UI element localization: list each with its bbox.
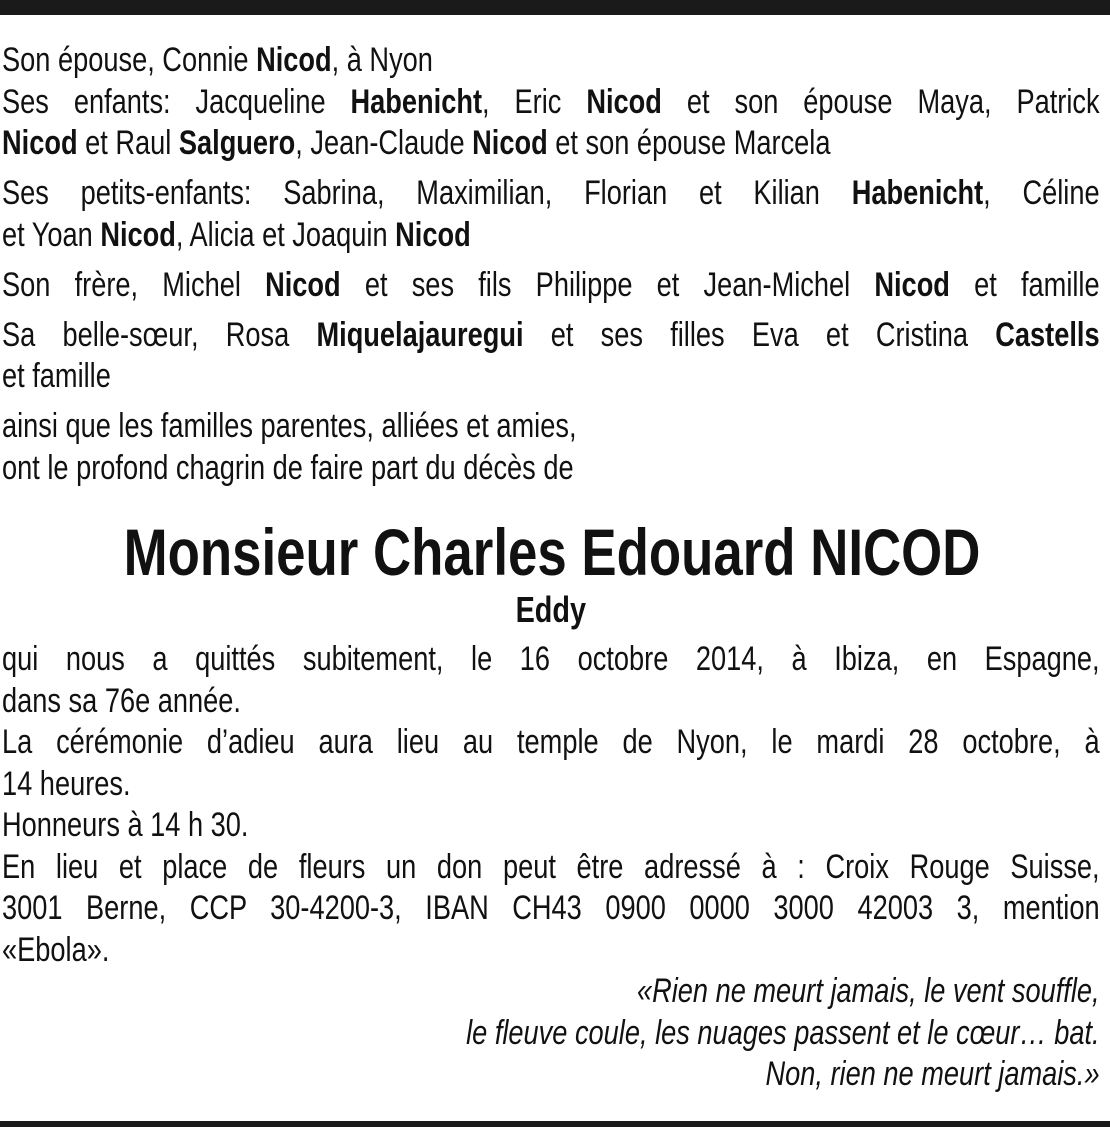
text-segment: , Alicia et Joaquin — [175, 215, 396, 254]
obituary-notice — [2, 40, 1100, 1096]
text-segment: 3001 Berne, CCP 30-4200-3, IBAN CH43 0900 0000 3000 42003 3, mention — [2, 889, 1100, 927]
paragraph-gap — [2, 398, 1100, 407]
text-line — [2, 888, 1100, 930]
text-segment: et son épouse Maya, Patrick — [661, 82, 1100, 121]
text-line — [2, 1013, 1100, 1055]
text-segment: Son épouse, Connie — [2, 41, 257, 79]
surname: Miquelajauregui — [316, 315, 524, 354]
text-segment: 14 heures. — [2, 764, 131, 803]
text-segment: dans sa 76e année. — [2, 681, 241, 720]
surname: Habenicht — [350, 82, 483, 121]
text-segment: ainsi que les familles parentes, alliées et amies, — [2, 407, 577, 445]
text-line — [2, 40, 1100, 82]
text-line — [2, 173, 1100, 215]
text-segment: et ses filles Eva et Cristina — [523, 315, 996, 354]
text-segment: et famille — [949, 265, 1100, 304]
ceremony-details — [2, 639, 1100, 1096]
text-segment: et Yoan — [2, 215, 101, 254]
paragraph-gap — [2, 165, 1100, 174]
surname: Nicod — [256, 41, 332, 79]
text-segment: «Ebola». — [2, 930, 110, 969]
surname: Castells — [995, 315, 1100, 354]
text-line — [2, 930, 1100, 972]
surname: Nicod — [586, 82, 662, 121]
text-line — [2, 448, 1100, 490]
text-segment: Son frère, Michel — [2, 265, 266, 304]
top-rule — [0, 0, 1110, 15]
text-segment: , à Nyon — [331, 41, 433, 79]
text-segment: qui nous a quittés subitement, le 16 octobre 2014, à Ibiza, en Espagne, — [2, 640, 1100, 678]
text-line — [2, 82, 1100, 124]
text-segment: Ses petits-enfants: Sabrina, Maximilian, Florian et Kilian — [2, 174, 852, 212]
family-announcement — [2, 40, 1100, 489]
text-line — [2, 805, 1100, 847]
text-line — [2, 639, 1100, 681]
text-segment: , Jean-Claude — [295, 124, 473, 162]
text-line — [2, 847, 1100, 889]
surname: Nicod — [874, 265, 950, 304]
text-segment: La cérémonie d’adieu aura lieu au temple de Nyon, le mardi 28 octobre, à — [2, 723, 1100, 761]
text-line — [2, 406, 1100, 448]
text-line — [2, 356, 1100, 398]
text-line — [2, 123, 1100, 165]
surname: Salguero — [178, 124, 296, 162]
text-line — [2, 1054, 1100, 1096]
text-segment: Non, rien ne meurt jamais.» — [765, 1055, 1100, 1093]
text-segment: ont le profond chagrin de faire part du décès de — [2, 448, 574, 487]
text-line — [2, 215, 1100, 257]
surname: Habenicht — [851, 174, 984, 212]
surname: Nicod — [395, 215, 471, 254]
text-segment: , Céline — [983, 174, 1100, 212]
text-line — [2, 681, 1100, 723]
text-segment: Honneurs à 14 h 30. — [2, 806, 249, 844]
nickname: Eddy — [515, 589, 586, 630]
text-segment: , Eric — [482, 82, 587, 121]
text-segment: Sa belle-sœur, Rosa — [2, 315, 317, 354]
paragraph-gap — [2, 256, 1100, 265]
text-line — [2, 971, 1100, 1013]
text-line — [2, 315, 1100, 357]
text-segment: Ses enfants: Jacqueline — [2, 82, 351, 121]
text-segment: et famille — [2, 357, 111, 395]
surname: Nicod — [100, 215, 176, 254]
bottom-rule — [0, 1121, 1110, 1127]
text-line — [2, 722, 1100, 764]
text-segment: «Rien ne meurt jamais, le vent souffle, — [636, 972, 1100, 1010]
text-segment: le fleuve coule, les nuages passent et le cœur… bat. — [466, 1013, 1100, 1052]
surname: Nicod — [2, 124, 78, 162]
text-line — [2, 764, 1100, 806]
text-line — [2, 265, 1100, 307]
surname: Nicod — [472, 124, 548, 162]
text-segment: et Raul — [77, 124, 179, 162]
paragraph-gap — [2, 306, 1100, 315]
text-segment: et ses fils Philippe et Jean-Michel — [340, 265, 875, 304]
deceased-name: Monsieur Charles Edouard NICOD — [123, 515, 981, 589]
surname: Nicod — [265, 265, 341, 304]
text-segment: et son épouse Marcela — [547, 124, 831, 162]
text-segment: En lieu et place de fleurs un don peut être adressé à : Croix Rouge Suisse, — [2, 847, 1100, 886]
